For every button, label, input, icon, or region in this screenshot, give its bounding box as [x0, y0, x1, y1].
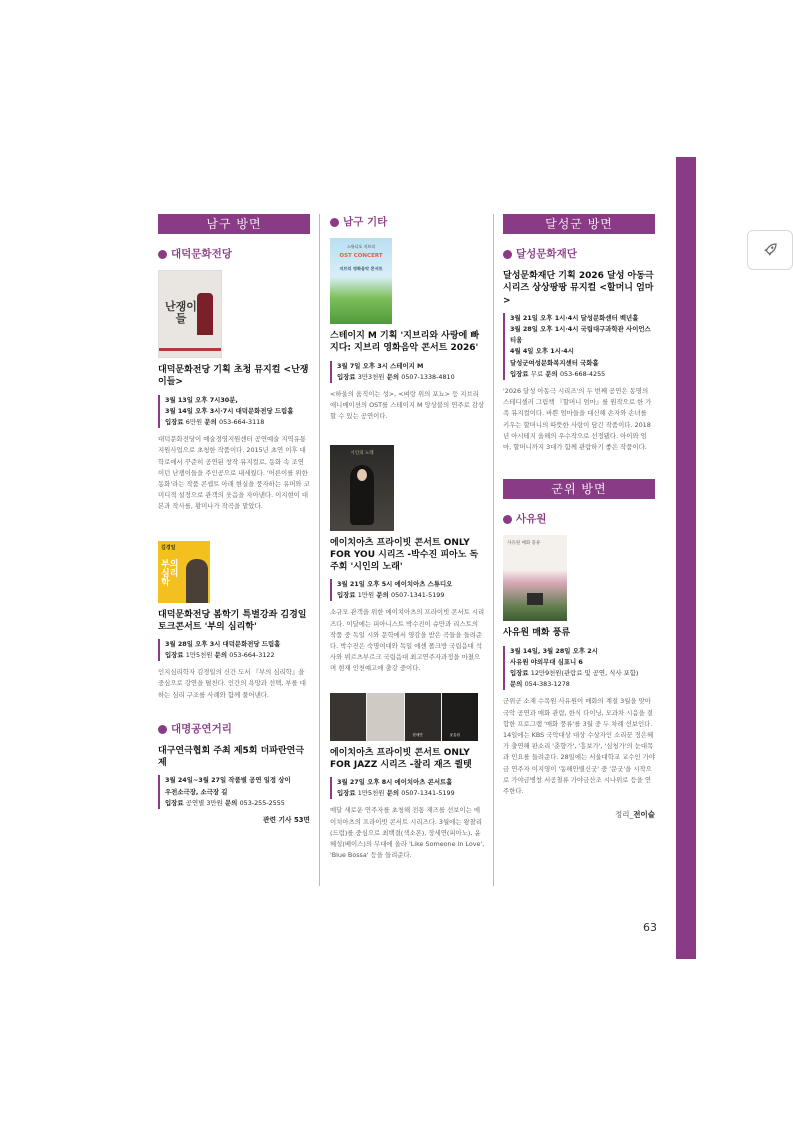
- poster-building: [527, 593, 543, 605]
- event-fee: 입장료 1만5천원 문의 053-664-3122: [165, 651, 275, 660]
- event-date: 3월 24일~3월 27일 작품별 공연 일정 상이: [165, 776, 291, 785]
- musician-photo: [367, 693, 403, 741]
- event-date: 3월 28일 오후 3시 대덕문화전당 드림홀: [165, 639, 281, 648]
- event-meta: [503, 646, 655, 691]
- poster-ghibli-concert: [330, 238, 392, 324]
- bullet-icon: [330, 218, 339, 227]
- event-fee: 입장료 1만5천원 문의 0507-1341-5199: [337, 789, 455, 798]
- bullet-icon: [503, 515, 512, 524]
- event-description: 소규모 관객을 위한 에이치아츠의 프라이빗 콘서트 시리즈다. 이달에는 피아니스트 박수진이 슈만과 리스트의 작품 중 독일 시와 문학에서 영감을 받은 곡들을 들려준다. 박수진은 숙명여대와 독일 에센 폴크방 국립음대 석사와 뷔르츠부르크 국립음대 최고연주자과정을 마쳤으며 현재 인천예고에 출강 중이다.: [330, 608, 485, 673]
- event-meta: [158, 639, 310, 661]
- column-divider-1: [319, 214, 320, 886]
- event-date: 4월 4일 오후 1시·4시: [510, 347, 574, 356]
- musician-name: 한세연: [412, 733, 423, 738]
- event-fee: 입장료 1만원 문의 0507-1341-5199: [337, 591, 445, 600]
- poster-jazz-quintet: [330, 693, 478, 741]
- column-dalseong-gunwi: [503, 214, 655, 821]
- event-place: 우전소극장, 소극장 길: [165, 787, 228, 796]
- column-namgu-etc: [330, 214, 485, 861]
- event-title: 에이치아츠 프라이빗 콘서트 ONLY FOR YOU 시리즈 -박수진 피아노 독주회 '시인의 노래': [330, 537, 479, 572]
- poster-title: 부의 심리학: [161, 559, 179, 589]
- poster-title: 사유원 매화 풍류: [507, 541, 541, 547]
- bullet-icon: [158, 250, 167, 259]
- bullet-icon: [158, 725, 167, 734]
- event-meta: [503, 313, 655, 380]
- bullet-icon: [503, 250, 512, 259]
- event-date: 3월 14일, 3월 28일 오후 2시: [510, 646, 598, 655]
- section-heading-namgu-etc: [330, 214, 485, 230]
- event-date: 3월 7일 오후 3시 스테이지 M: [337, 361, 424, 370]
- poster-title: 난쟁이들: [165, 300, 197, 326]
- poster-sayuwon: [503, 535, 567, 621]
- event-title: 사유원 매화 풍류: [503, 628, 571, 639]
- editor-credit: 정리_전이슬: [615, 810, 655, 820]
- poster-line: OST CONCERT: [339, 253, 383, 260]
- event-description: <하울의 움직이는 성>, <벼랑 위의 포뇨> 등 지브리 애니메이션의 OST를 스테이지 M 앙상블의 연주로 감상할 수 있는 공연이다.: [330, 389, 485, 421]
- venue-name: 사유원: [516, 513, 547, 526]
- event-fee: 입장료 무료 문의 053-668-4255: [510, 369, 606, 378]
- column-divider-2: [493, 214, 494, 886]
- page-edge-band: [676, 157, 696, 959]
- poster-line: 스튜디오 지브리: [346, 244, 376, 250]
- poster-piano-recital: [330, 445, 394, 531]
- poster-title: 시인의 노래: [350, 450, 374, 456]
- event-title: 대구연극협회 주최 제5회 더파란연극제: [158, 746, 305, 769]
- venue-name: 대덕문화전당: [171, 248, 232, 260]
- event-description: 인지심리학자 김경일의 신간 도서 『부의 심리학』을 중심으로 강연을 펼친다. 인간의 욕망과 선택, 부를 대하는 심리 구조를 사례와 함께 풀어낸다.: [158, 668, 306, 699]
- column-namgu: [158, 214, 310, 826]
- event-title: 대덕문화전당 기획 초청 뮤지컬 <난쟁이들>: [158, 365, 309, 388]
- event-description: 매달 새로운 연주자를 초청해 전통 재즈를 선보이는 에이치아츠의 프라이빗 콘서트 시리즈다. 3월에는 왕찰리(드럼)를 중심으로 최백결(색소폰), 장세연(피아노), 윤혜성(베이스)의 무대에 올라 'Like Someone in Love', 'Blue Bossa' 등을 들려준다.: [330, 806, 485, 860]
- event-place: 3월 14일 오후 3시·7시 대덕문화전당 드림홀: [165, 406, 294, 415]
- event-date: 3월 21일 오후 5시 에이치아츠 스튜디오: [337, 579, 453, 588]
- event-date: 3월 28일 오후 1시·4시 국립대구과학관 사이언스티움: [510, 324, 651, 345]
- poster-stripe: [159, 348, 221, 351]
- venue-name: 대명공연거리: [171, 722, 232, 735]
- musician-photo: [442, 693, 478, 741]
- venue-name: 남구 기타: [343, 216, 388, 228]
- poster-figure: [197, 293, 213, 335]
- poster-nanjaengideul: [158, 270, 222, 358]
- event-fee: 입장료 공연별 3만원 문의 053-255-2555: [165, 798, 285, 807]
- event-description: 군위군 소재 수목원 사유원이 매화의 계절 3월을 맞아 국악 공연과 매화 관람, 한식 다이닝, 모과차 시음을 결합한 프로그램 '매화 풍류'를 3월 중 두 차례 선보인다. 14일에는 KBS 국악대상 대상 수상자인 소리꾼 정은혜가 출연해 판소리 '춘향가', '흥보가', '심청가'의 눈대목과 민요를 들려준다. 28일에는 서울대학교 교수인 가야금 연주자 이지영이 '동해안별신굿' 중 '문굿'을 시작으로 가야금병창 서공철류 가야금산조 시나위로 등을 연주한다.: [503, 697, 655, 795]
- event-place: 사유원 야외무대 심포니 6: [510, 657, 583, 666]
- event-title: 대덕문화전당 봄학기 특별강좌 김경일 토크콘서트 '부의 심리학': [158, 609, 307, 632]
- event-fee: 입장료 6만원 문의 053-664-3118: [165, 417, 265, 426]
- poster-bu-ui-simnihak: [158, 541, 210, 603]
- event-date: 3월 27일 오후 8시 에이치아츠 콘서트홀: [337, 777, 453, 786]
- event-meta: [330, 777, 485, 799]
- venue-heading: [503, 511, 655, 527]
- rocket-icon: [761, 241, 779, 259]
- poster-face: [357, 469, 367, 481]
- section-bar-namgu: 남구 방면: [158, 214, 310, 234]
- event-title: 스테이지 M 기획 '지브리와 사랑에 빠지다: 지브리 영화음악 콘서트 2026': [330, 331, 480, 354]
- related-article-ref: 관련 기사 53면: [262, 816, 310, 825]
- poster-portrait: [186, 559, 208, 603]
- event-date: 3월 21일 오후 1시·4시 달성문화센터 백년홀: [510, 313, 639, 322]
- event-meta: [330, 579, 485, 601]
- musician-photo: [330, 693, 366, 741]
- venue-heading: [503, 246, 655, 262]
- event-date: 3월 13일 오후 7시30분,: [165, 395, 238, 404]
- venue-name: 달성문화재단: [516, 248, 577, 260]
- section-bar-gunwi: 군위 방면: [503, 479, 655, 499]
- event-place: 달성군여성문화복지센터 국화홀: [510, 358, 599, 367]
- event-title: 에이치아츠 프라이빗 콘서트 ONLY FOR JAZZ 시리즈 -찰리 재즈 퀼텟: [330, 747, 472, 770]
- scroll-top-button[interactable]: [747, 230, 793, 270]
- event-title: 달성문화재단 기획 2026 달성 아동극 시리즈 상상팡팡 뮤지컬 <할머니 엄마>: [503, 271, 654, 306]
- poster-small-text: 김경일: [161, 544, 176, 551]
- poster-line: 지브리 영화음악 콘서트: [339, 266, 383, 272]
- venue-heading: [158, 721, 310, 737]
- event-fee: 입장료 12만9천원(관람료 및 공연, 식사 포함): [510, 668, 639, 677]
- page-number: 63: [643, 921, 657, 934]
- musician-name: 윤흥섭: [449, 733, 460, 738]
- event-contact: 문의 054-383-1278: [510, 680, 570, 689]
- venue-heading: [158, 246, 310, 262]
- event-description: 대덕문화전당이 예술경영지원센터 공연예술 지역유통 지원사업으로 초청한 작품이다. 2015년 초연 이후 대학로에서 꾸준히 공연된 창작 뮤지컬로, 동화 속 조연이던 난쟁이들을 주인공으로 내세웠다. '어른이를 위한 동화'라는 작품 콘셉트 아래 현실을 풍자하는 유머와 코미디적 설정으로 관객의 웃음을 자아낸다. 이지현이 대본과 작사를, 황미나가 작곡을 맡았다.: [158, 435, 310, 511]
- event-fee: 입장료 3만3천원 문의 0507-1338-4810: [337, 372, 455, 381]
- event-meta: [330, 361, 485, 383]
- event-meta: [158, 395, 310, 429]
- event-meta: [158, 775, 310, 809]
- musician-photo: [405, 693, 441, 741]
- event-description: '2026 달성 아동극 시리즈'의 두 번째 공연은 동명의 스테디셀러 그림책 『할머니 엄마』를 원작으로 한 가족 뮤지컬이다. 바쁜 엄마들을 대신해 손자와 손녀를 키우는 할머니의 따뜻한 사랑이 담긴 작품이다. 2018년 아시테지 올해의 우수작으로 선정됐다. 아이와 엄마, 할머니까지 3대가 함께 관람하기 좋은 작품이다.: [503, 386, 652, 451]
- section-bar-dalseong: 달성군 방면: [503, 214, 655, 234]
